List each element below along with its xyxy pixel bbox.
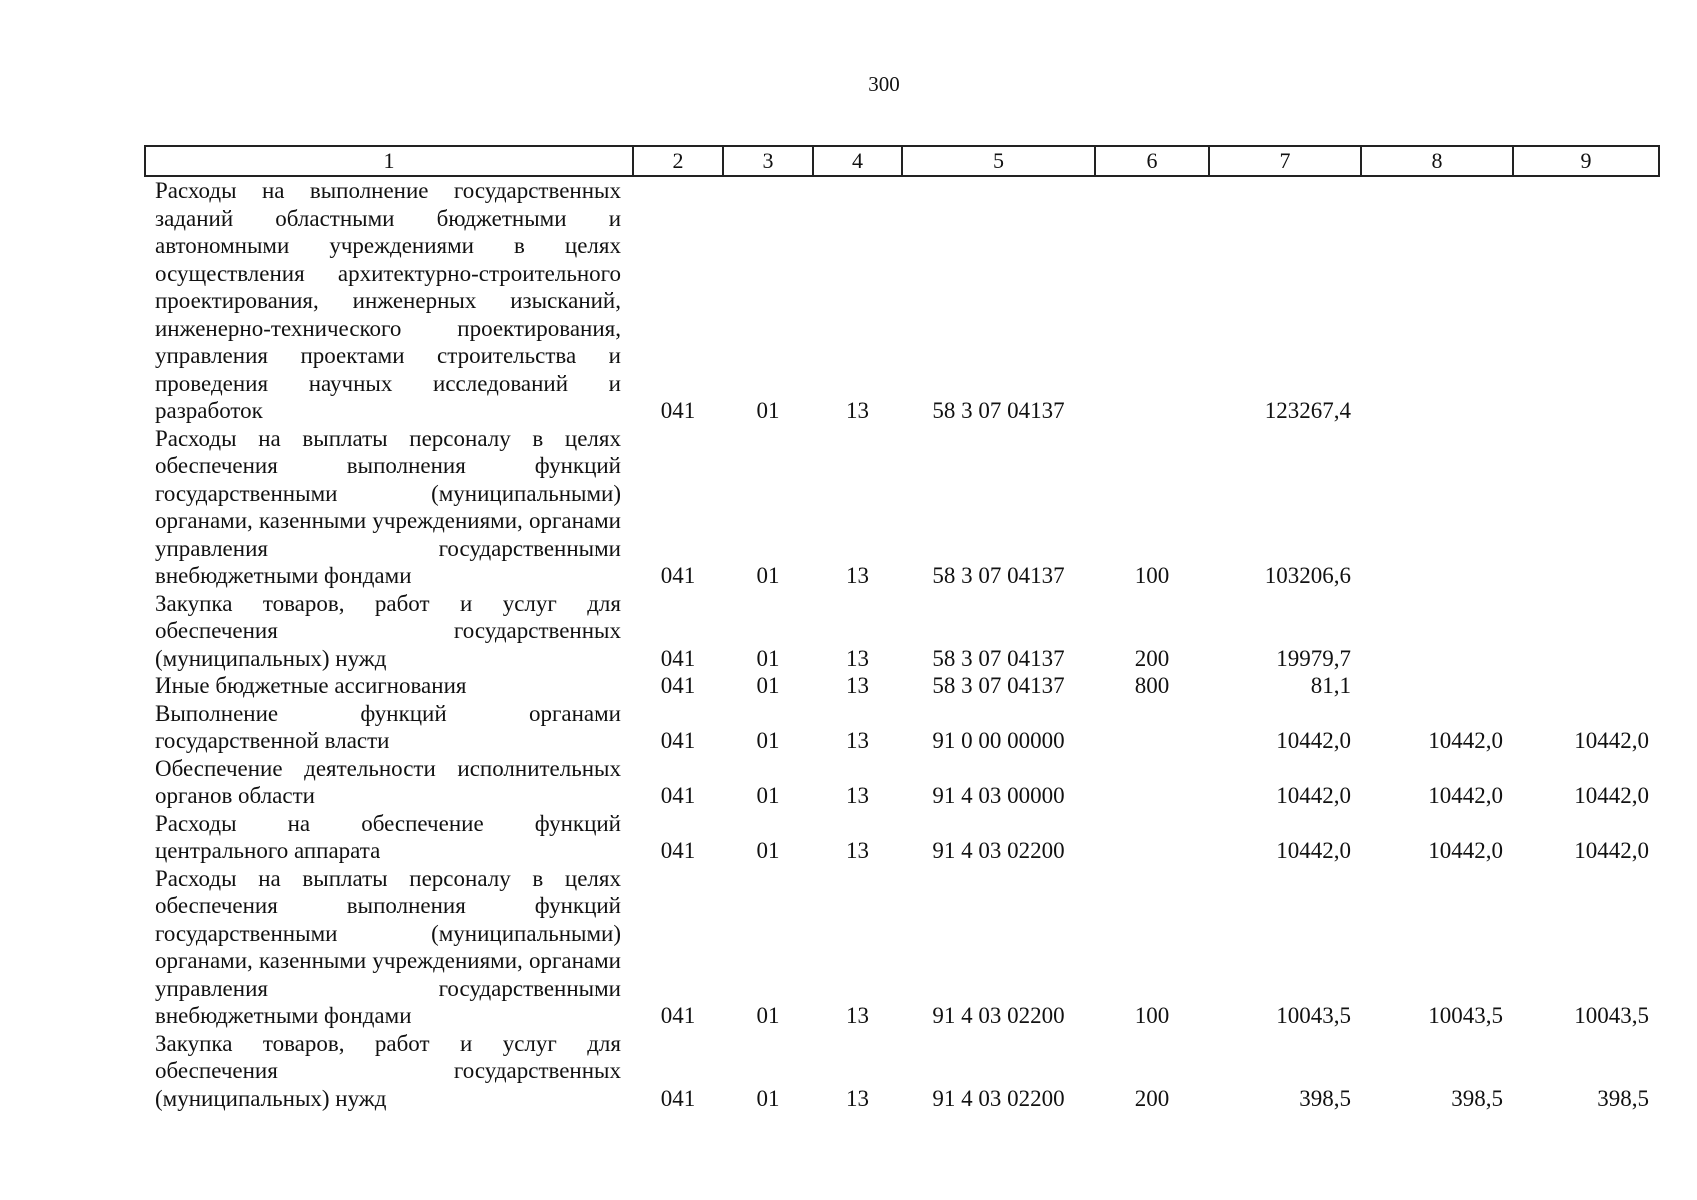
cell-col4: 13 [846, 783, 869, 808]
cell-col7: 103206,6 [1264, 563, 1351, 588]
cell-col2: 041 [660, 783, 696, 808]
table-row [145, 176, 1659, 425]
row-name: Расходы на выплаты персоналу в целях обеспечения выполнения функций государственными (муниципальными) органами, казенными учреждениями, органами управления государственными внебюджетными фондами [155, 865, 621, 1028]
budget-table [144, 145, 1660, 1112]
cell-col9: 398,5 [1597, 1085, 1649, 1111]
cell-col6: 100 [1134, 1003, 1170, 1028]
cell-col4: 13 [846, 645, 869, 671]
cell-col7: 10442,0 [1276, 838, 1351, 863]
cell-col3: 01 [756, 1085, 780, 1111]
cell-col7: 10442,0 [1276, 783, 1351, 808]
cell-col8: 10442,0 [1428, 783, 1503, 808]
cell-col5: 91 4 03 02200 [932, 838, 1065, 863]
cell-col3: 01 [756, 783, 780, 808]
cell-col9: 10442,0 [1574, 783, 1649, 808]
table-row [145, 810, 1659, 865]
table-row [145, 755, 1659, 810]
cell-col5: 91 4 03 00000 [932, 783, 1065, 808]
cell-col6: 100 [1134, 563, 1170, 588]
cell-col8 [1361, 176, 1513, 425]
cell-col5: 91 4 03 02200 [932, 1003, 1065, 1028]
row-name: Расходы на обеспечение функций центрального аппарата [155, 810, 621, 863]
cell-col2: 041 [660, 645, 696, 671]
column-header: 2 [633, 146, 723, 176]
cell-col2: 041 [660, 673, 696, 698]
cell-col2: 041 [660, 1085, 696, 1111]
row-name: Закупка товаров, работ и услуг для обеспечения государственных (муниципальных) нужд [155, 590, 621, 671]
cell-col3: 01 [756, 673, 780, 698]
cell-col4: 13 [846, 1003, 869, 1028]
cell-col4: 13 [846, 673, 869, 698]
cell-col9: 10043,5 [1574, 1003, 1649, 1028]
row-name: Закупка товаров, работ и услуг для обеспечения государственных (муниципальных) нужд [155, 1030, 621, 1111]
cell-col7: 398,5 [1299, 1085, 1351, 1111]
column-header: 5 [902, 146, 1095, 176]
cell-col3: 01 [756, 1003, 780, 1028]
column-header: 4 [813, 146, 902, 176]
column-header: 3 [723, 146, 813, 176]
cell-col7: 81,1 [1310, 673, 1351, 698]
column-header: 6 [1095, 146, 1209, 176]
table-row [145, 1030, 1659, 1113]
cell-col3: 01 [756, 838, 780, 863]
cell-col8: 10442,0 [1428, 838, 1503, 863]
cell-col6 [1095, 755, 1209, 810]
row-name: Выполнение функций органами государственной власти [155, 700, 621, 753]
cell-col4: 13 [846, 728, 869, 753]
cell-col2: 041 [660, 1003, 696, 1028]
cell-col4: 13 [846, 838, 869, 863]
cell-col3: 01 [756, 398, 780, 423]
table-row [145, 590, 1659, 673]
cell-col8: 10043,5 [1428, 1003, 1503, 1028]
cell-col9 [1513, 176, 1659, 425]
cell-col5: 91 4 03 02200 [932, 1085, 1065, 1111]
cell-col5: 58 3 07 04137 [932, 645, 1065, 671]
cell-col6: 200 [1134, 1085, 1170, 1111]
cell-col3: 01 [756, 645, 780, 671]
table-row [145, 865, 1659, 1030]
cell-col5: 58 3 07 04137 [932, 398, 1065, 423]
cell-col9 [1513, 590, 1659, 673]
cell-col5: 91 0 00 00000 [932, 728, 1065, 753]
cell-col9 [1513, 425, 1659, 590]
row-name: Расходы на выплаты персоналу в целях обеспечения выполнения функций государственными (муниципальными) органами, казенными учреждениями, органами управления государственными внебюджетными фондами [155, 425, 621, 588]
cell-col7: 123267,4 [1264, 398, 1351, 423]
cell-col8 [1361, 590, 1513, 673]
column-header: 1 [145, 146, 633, 176]
cell-col6: 800 [1134, 673, 1170, 698]
cell-col9: 10442,0 [1574, 728, 1649, 753]
column-header: 8 [1361, 146, 1513, 176]
cell-col2: 041 [660, 398, 696, 423]
cell-col7: 10442,0 [1276, 728, 1351, 753]
page-number: 300 [868, 72, 900, 96]
cell-col6: 200 [1134, 645, 1170, 671]
cell-col2: 041 [660, 728, 696, 753]
cell-col5: 58 3 07 04137 [932, 563, 1065, 588]
cell-col6 [1095, 700, 1209, 755]
cell-col3: 01 [756, 728, 780, 753]
cell-col4: 13 [846, 563, 869, 588]
cell-col4: 13 [846, 398, 869, 423]
row-name: Иные бюджетные ассигнования [155, 673, 467, 698]
cell-col5: 58 3 07 04137 [932, 673, 1065, 698]
table-row [145, 700, 1659, 755]
header-row [145, 146, 1659, 176]
table-row [145, 672, 1659, 700]
cell-col8: 398,5 [1451, 1085, 1503, 1111]
cell-col9 [1513, 672, 1659, 700]
cell-col2: 041 [660, 838, 696, 863]
cell-col9: 10442,0 [1574, 838, 1649, 863]
cell-col7: 19979,7 [1276, 645, 1351, 671]
table-row [145, 425, 1659, 590]
cell-col6 [1095, 810, 1209, 865]
cell-col4: 13 [846, 1085, 869, 1111]
row-name: Расходы на выполнение государственных заданий областными бюджетными и автономными учреждениями в целях осуществления архитектурно-строительного проектирования, инженерных изысканий, инженерно-технического проектирования, управления проектами строительства и проведения научных исследований и разработок [155, 178, 621, 423]
row-name: Обеспечение деятельности исполнительных органов области [155, 755, 621, 808]
cell-col7: 10043,5 [1276, 1003, 1351, 1028]
cell-col6 [1095, 176, 1209, 425]
cell-col3: 01 [756, 563, 780, 588]
cell-col8 [1361, 425, 1513, 590]
cell-col2: 041 [660, 563, 696, 588]
column-header: 9 [1513, 146, 1659, 176]
cell-col8: 10442,0 [1428, 728, 1503, 753]
column-header: 7 [1209, 146, 1361, 176]
cell-col8 [1361, 672, 1513, 700]
